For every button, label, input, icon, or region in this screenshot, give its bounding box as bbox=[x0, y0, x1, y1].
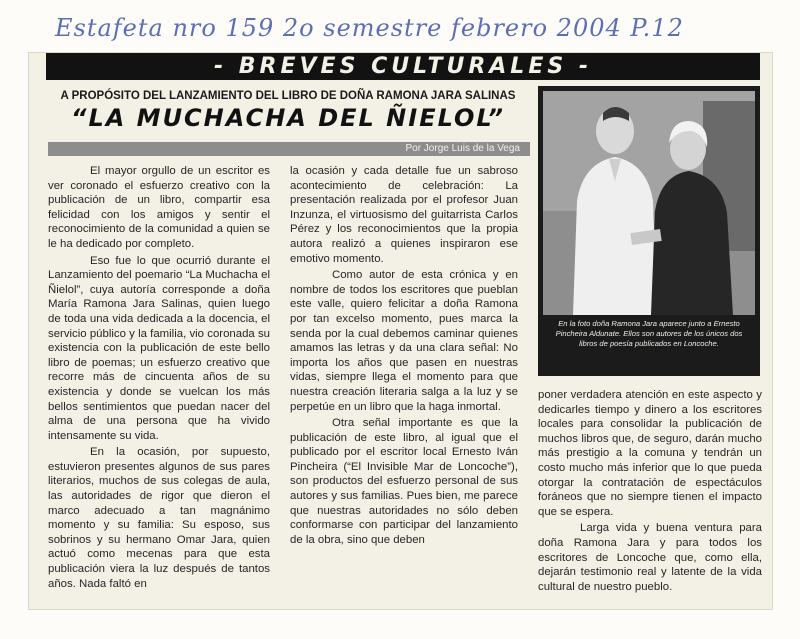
handwritten-note: Estafeta nro 159 2o semestre febrero 2004 P.12 bbox=[55, 14, 684, 42]
authors-photo bbox=[543, 91, 755, 315]
paragraph: Como autor de esta crónica y en nombre de todos los escritores que pueblan este valle, quiero felicitar a doña Ramona por tan excelso momento, pues marca la senda por la cual debemos caminar quienes amamos las letras y da una clara señal: No importa los años que pasen en nuestras vidas, siempre llega el momento para que nuestra creación literaria salga a la luz y se perpetúe en un libro que la haga inmortal. bbox=[290, 269, 518, 413]
article-kicker: A PROPÓSITO DEL LANZAMIENTO DEL LIBRO DE DOÑA RAMONA JARA SALINAS bbox=[60, 90, 516, 102]
photo-frame bbox=[538, 86, 760, 376]
article-column-2 bbox=[290, 164, 518, 610]
paragraph: En la ocasión, por supuesto, estuvieron presentes algunos de sus pares literarios, muchos de sus colegas de aula, las autoridades de rigor que dieron el marco adecuado a tan magnánimo momento y su familia: Su esposo, sus sobrinos y su hermano Omar Jara, quien actuó como mecenas para que esta publicación viera la luz después de tantos años. Nada faltó en bbox=[48, 446, 270, 590]
article-column-1 bbox=[48, 164, 270, 610]
paragraph: Otra señal importante es que la publicación de este libro, al igual que el publicado por el escritor local Ernesto Iván Pincheira (“El Invisible Mar de Loncoche”), son productos del esfuerzo personal de sus autores y sus familias. Pues bien, me parece que nuestras autoridades no sólo deben conformarse con participar del lanzamiento de la obra, sino que deben bbox=[290, 417, 518, 546]
paragraph: Eso fue lo que ocurrió durante el Lanzamiento del poemario “La Muchacha el Ñielol”, cuya autoría corresponde a doña María Ramona Jara Salinas, quien luego de toda una vida dedicada a la docencia, el servicio público y la familia, vio coronada su existencia con la publicación de este bello libro de poemas; un esfuerzo creativo que recorre más de cincuenta años de su existencia y donde se vuelcan los más bellos sentimientos que puedan nacer del alma de una persona que ha vivido intensamente su vida. bbox=[48, 254, 270, 442]
paragraph: Larga vida y buena ventura para doña Ramona Jara y para todos los escritores de Loncoche que, como ella, dejarán testimonio real y latente de la vida cultural de nuestro pueblo. bbox=[538, 522, 762, 593]
section-banner: - BREVES CULTURALES - bbox=[46, 53, 760, 80]
article-byline: Por Jorge Luis de la Vega bbox=[48, 142, 530, 156]
article-headline: “LA MUCHACHA DEL ÑIELOL” bbox=[71, 104, 505, 132]
photo-caption: En la foto doña Ramona Jara aparece junto a Ernesto Pincheira Aldunate. Ellos son autores de los únicos dos libros de poesía publicados en Loncoche. bbox=[555, 319, 743, 348]
authors-photo-illustration bbox=[543, 91, 755, 315]
paragraph: poner verdadera atención en este aspecto y dedicarles tiempo y dinero a los escritores locales para consolidar la publicación de muchos libros que, de seguro, darán mucho más prestigio a la comuna y tendrán un costo mucho más inferior que lo que pueda otorgar la contratación de espectáculos foráneos que no siempre tienen el impacto que se espera. bbox=[538, 389, 762, 518]
paragraph: la ocasión y cada detalle fue un sabroso acontecimiento de celebración: La presentación realizada por el profesor Juan Inzunza, el virtuosismo del guitarrista Carlos Pérez y los reconocimientos que la propia autora realizó a quienes inspiraron ese emotivo momento. bbox=[290, 165, 518, 265]
paragraph: El mayor orgullo de un escritor es ver coronado el esfuerzo creativo con la publicación de un libro, compartir esa felicidad con los amigos y sentir el reconocimiento de la comunidad a quien se le ha dedicado por completo. bbox=[48, 165, 270, 250]
article-column-3 bbox=[538, 388, 762, 610]
